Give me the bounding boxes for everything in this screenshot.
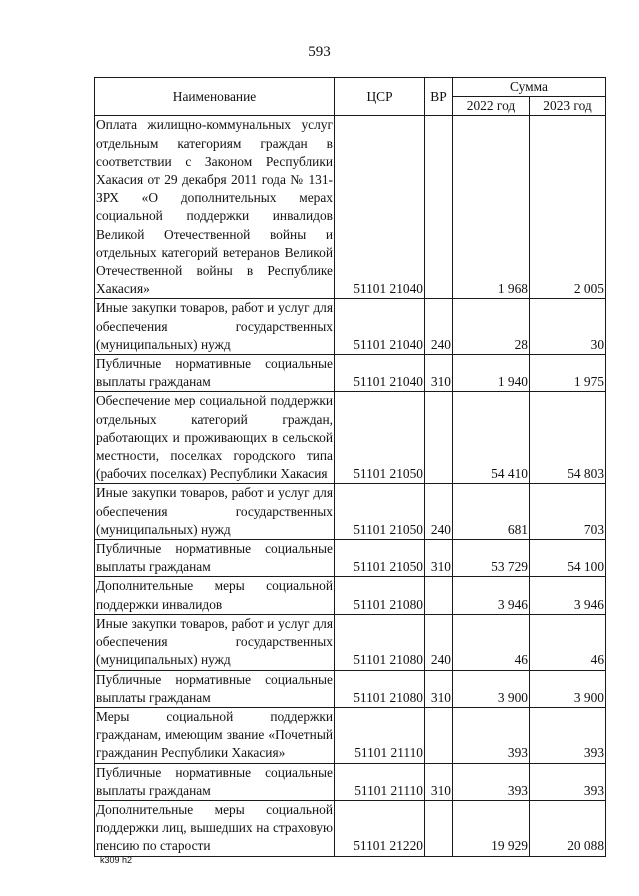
row-amount-2022: 53 729 bbox=[453, 540, 530, 577]
row-csr-code: 51101 21220 bbox=[335, 800, 425, 856]
header-2023: 2023 год bbox=[530, 97, 606, 116]
row-amount-2022: 1 940 bbox=[453, 355, 530, 392]
header-name: Наименование bbox=[95, 78, 335, 116]
row-csr-code: 51101 21110 bbox=[335, 763, 425, 800]
row-amount-2022: 3 900 bbox=[453, 670, 530, 707]
header-sum: Сумма bbox=[453, 78, 606, 97]
table-row bbox=[95, 614, 606, 670]
row-amount-2023: 703 bbox=[530, 484, 606, 540]
row-amount-2023: 54 100 bbox=[530, 540, 606, 577]
row-name: Дополнительные меры социальной поддержки инвалидов bbox=[95, 577, 335, 614]
row-name: Публичные нормативные социальные выплаты гражданам bbox=[95, 355, 335, 392]
header-vr: ВР bbox=[425, 78, 453, 116]
row-amount-2022: 46 bbox=[453, 614, 530, 670]
row-name: Дополнительные меры социальной поддержки лиц, вышедших на страховую пенсию по старости bbox=[95, 800, 335, 856]
row-amount-2023: 3 946 bbox=[530, 577, 606, 614]
header-2022: 2022 год bbox=[453, 97, 530, 116]
row-name: Обеспечение мер социальной поддержки отдельных категорий граждан, работающих и проживающих в сельской местности, поселках городского типа (рабочих поселках) Республики Хакасия bbox=[95, 392, 335, 484]
budget-table bbox=[94, 77, 606, 857]
row-amount-2023: 46 bbox=[530, 614, 606, 670]
row-vr-code: 240 bbox=[425, 614, 453, 670]
table-row bbox=[95, 577, 606, 614]
table-row bbox=[95, 392, 606, 484]
row-csr-code: 51101 21040 bbox=[335, 299, 425, 355]
row-name: Иные закупки товаров, работ и услуг для обеспечения государственных (муниципальных) нужд bbox=[95, 614, 335, 670]
row-vr-code bbox=[425, 707, 453, 763]
row-name: Иные закупки товаров, работ и услуг для обеспечения государственных (муниципальных) нужд bbox=[95, 299, 335, 355]
row-amount-2022: 393 bbox=[453, 763, 530, 800]
row-csr-code: 51101 21050 bbox=[335, 484, 425, 540]
row-csr-code: 51101 21080 bbox=[335, 614, 425, 670]
row-csr-code: 51101 21050 bbox=[335, 540, 425, 577]
header-csr: ЦСР bbox=[335, 78, 425, 116]
row-csr-code: 51101 21040 bbox=[335, 116, 425, 299]
row-amount-2022: 3 946 bbox=[453, 577, 530, 614]
row-amount-2023: 3 900 bbox=[530, 670, 606, 707]
header-row bbox=[95, 78, 606, 97]
row-name: Публичные нормативные социальные выплаты гражданам bbox=[95, 540, 335, 577]
row-vr-code: 310 bbox=[425, 670, 453, 707]
row-vr-code bbox=[425, 392, 453, 484]
row-amount-2023: 20 088 bbox=[530, 800, 606, 856]
row-amount-2022: 54 410 bbox=[453, 392, 530, 484]
row-vr-code: 310 bbox=[425, 763, 453, 800]
row-vr-code: 240 bbox=[425, 484, 453, 540]
table-row bbox=[95, 707, 606, 763]
row-csr-code: 51101 21080 bbox=[335, 577, 425, 614]
row-amount-2023: 393 bbox=[530, 707, 606, 763]
table-body bbox=[95, 116, 606, 856]
row-vr-code bbox=[425, 800, 453, 856]
page-number: 593 bbox=[308, 44, 331, 60]
row-name: Иные закупки товаров, работ и услуг для обеспечения государственных (муниципальных) нужд bbox=[95, 484, 335, 540]
row-csr-code: 51101 21110 bbox=[335, 707, 425, 763]
table-row bbox=[95, 116, 606, 299]
row-amount-2023: 1 975 bbox=[530, 355, 606, 392]
row-vr-code bbox=[425, 577, 453, 614]
row-amount-2023: 30 bbox=[530, 299, 606, 355]
table-row bbox=[95, 355, 606, 392]
table-row bbox=[95, 670, 606, 707]
row-name: Оплата жилищно-коммунальных услуг отдельным категориям граждан в соответствии с Законом Республики Хакасия от 29 декабря 2011 года № 131-ЗРХ «О дополнительных мерах социальной поддержки инвалидов Великой Отечественной войны и отдельных категорий ветеранов Великой Отечественной войны в Республике Хакасия» bbox=[95, 116, 335, 299]
row-amount-2023: 2 005 bbox=[530, 116, 606, 299]
row-csr-code: 51101 21080 bbox=[335, 670, 425, 707]
row-csr-code: 51101 21050 bbox=[335, 392, 425, 484]
row-vr-code bbox=[425, 116, 453, 299]
row-vr-code: 240 bbox=[425, 299, 453, 355]
table-row bbox=[95, 800, 606, 856]
table-row bbox=[95, 763, 606, 800]
row-amount-2022: 681 bbox=[453, 484, 530, 540]
row-amount-2022: 28 bbox=[453, 299, 530, 355]
table-row bbox=[95, 540, 606, 577]
table-row bbox=[95, 484, 606, 540]
row-amount-2022: 19 929 bbox=[453, 800, 530, 856]
table-row bbox=[95, 299, 606, 355]
row-name: Публичные нормативные социальные выплаты гражданам bbox=[95, 763, 335, 800]
row-vr-code: 310 bbox=[425, 355, 453, 392]
row-vr-code: 310 bbox=[425, 540, 453, 577]
row-amount-2023: 393 bbox=[530, 763, 606, 800]
row-amount-2022: 393 bbox=[453, 707, 530, 763]
row-amount-2022: 1 968 bbox=[453, 116, 530, 299]
row-name: Публичные нормативные социальные выплаты гражданам bbox=[95, 670, 335, 707]
row-csr-code: 51101 21040 bbox=[335, 355, 425, 392]
row-name: Меры социальной поддержки гражданам, имеющим звание «Почетный гражданин Республики Хакасия» bbox=[95, 707, 335, 763]
row-amount-2023: 54 803 bbox=[530, 392, 606, 484]
footer-code: k309 h2 bbox=[100, 855, 133, 865]
